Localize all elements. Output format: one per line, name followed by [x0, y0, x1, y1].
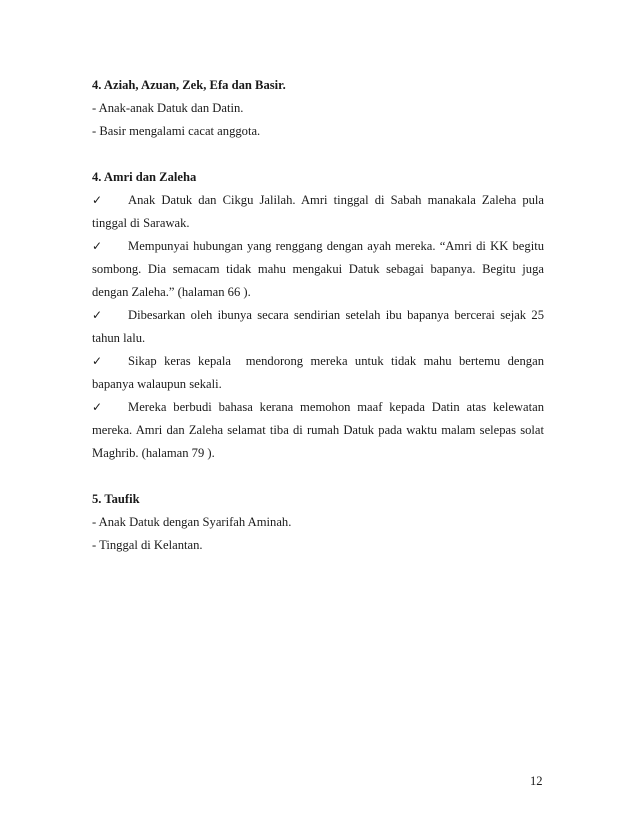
page-number: 12 [530, 774, 543, 788]
checkmark-icon: ✓ [92, 400, 103, 414]
section-heading-taufik: 5. Taufik [92, 492, 140, 506]
checklist-item [92, 396, 544, 465]
checkmark-icon: ✓ [92, 308, 103, 322]
checklist-item-text: Dibesarkan oleh ibunya secara sendirian setelah ibu bapanya bercerai sejak 25 tahun lalu. [92, 308, 544, 345]
checklist-item-text: Sikap keras kepala mendorong mereka untuk tidak mahu bertemu dengan bapanya walaupun sekali. [92, 354, 548, 391]
checklist-item-text: Anak Datuk dan Cikgu Jalilah. Amri tinggal di Sabah manakala Zaleha pula tinggal di Sarawak. [92, 193, 544, 230]
list-item: - Anak Datuk dengan Syarifah Aminah. [92, 515, 292, 529]
list-item: - Tinggal di Kelantan. [92, 538, 203, 552]
list-item: - Anak-anak Datuk dan Datin. [92, 101, 244, 115]
checklist-item [92, 189, 544, 235]
list-item: - Basir mengalami cacat anggota. [92, 124, 261, 138]
spacer [92, 465, 544, 488]
checklist-item [92, 350, 548, 396]
checklist-item-text: Mempunyai hubungan yang renggang dengan ayah mereka. “Amri di KK begitu sombong. Dia semacam tidak mahu mengakui Datuk sebagai bapanya. Begitu juga dengan Zaleha.” (halaman 66 ). [92, 239, 544, 299]
checkmark-icon: ✓ [92, 354, 103, 368]
section-heading-amri-zaleha: 4. Amri dan Zaleha [92, 170, 197, 184]
spacer [92, 143, 544, 166]
checklist-item [92, 304, 544, 350]
checkmark-icon: ✓ [92, 239, 103, 253]
page-content [92, 74, 548, 557]
checklist-item [92, 235, 544, 304]
checkmark-icon: ✓ [92, 193, 103, 207]
section-heading-aziah: 4. Aziah, Azuan, Zek, Efa dan Basir. [92, 78, 286, 92]
checklist-item-text: Mereka berbudi bahasa kerana memohon maaf kepada Datin atas kelewatan mereka. Amri dan Zaleha selamat tiba di rumah Datuk pada waktu malam selepas solat Maghrib. (halaman 79 ). [92, 400, 544, 460]
